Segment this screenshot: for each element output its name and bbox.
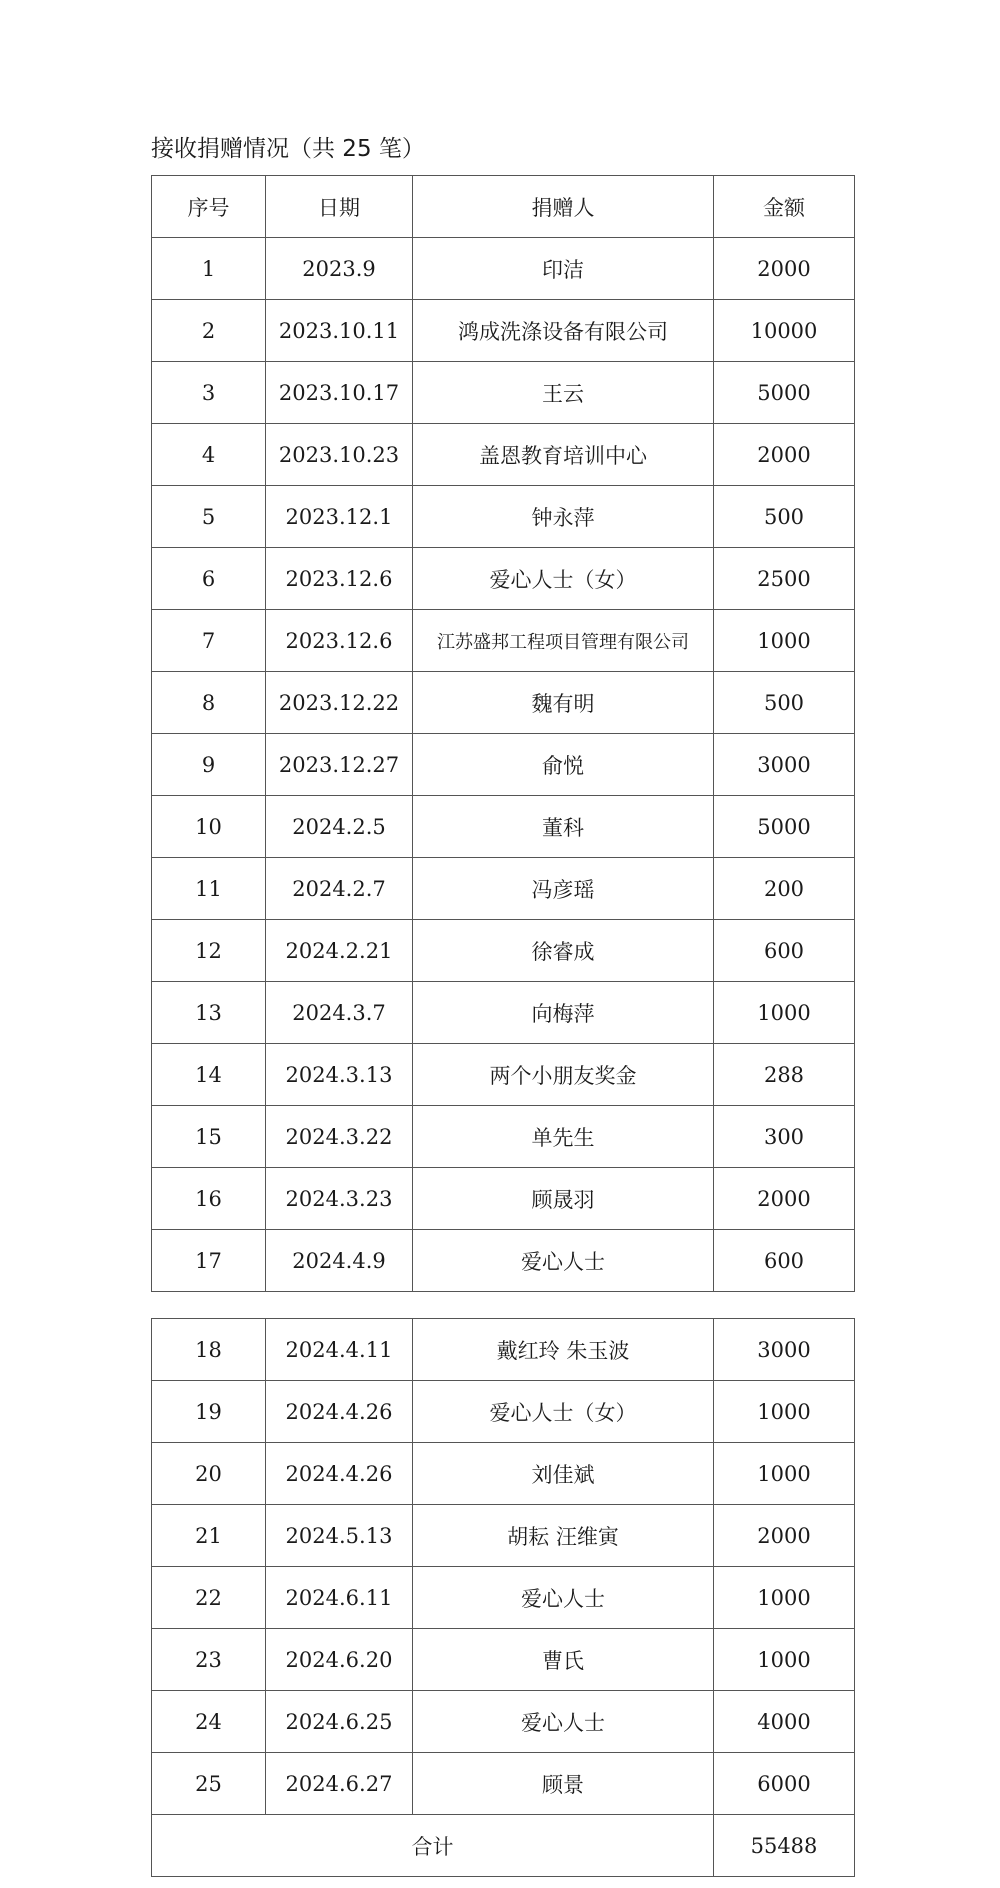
table-row — [152, 920, 855, 982]
row-donor: 顾景 — [413, 1753, 714, 1815]
row-amount: 2500 — [714, 548, 855, 610]
table-row — [152, 1629, 855, 1691]
row-donor: 王云 — [413, 362, 714, 424]
row-date: 2023.10.17 — [266, 362, 413, 424]
row-donor: 盖恩教育培训中心 — [413, 424, 714, 486]
row-date: 2024.2.5 — [266, 796, 413, 858]
table-row — [152, 1044, 855, 1106]
total-label: 合计 — [152, 1815, 714, 1877]
page-title: 接收捐赠情况（共 25 笔） — [151, 136, 425, 162]
table-row — [152, 362, 855, 424]
row-amount: 1000 — [714, 610, 855, 672]
row-date: 2024.3.13 — [266, 1044, 413, 1106]
row-date: 2024.5.13 — [266, 1505, 413, 1567]
row-number: 23 — [152, 1629, 266, 1691]
total-row — [152, 1815, 855, 1877]
row-date: 2023.12.6 — [266, 610, 413, 672]
row-donor: 胡耘 汪维寅 — [413, 1505, 714, 1567]
row-donor: 单先生 — [413, 1106, 714, 1168]
row-amount: 2000 — [714, 424, 855, 486]
row-date: 2024.6.25 — [266, 1691, 413, 1753]
header-date: 日期 — [266, 176, 413, 238]
row-date: 2024.3.7 — [266, 982, 413, 1044]
header-no: 序号 — [152, 176, 266, 238]
row-number: 14 — [152, 1044, 266, 1106]
row-donor: 两个小朋友奖金 — [413, 1044, 714, 1106]
row-number: 25 — [152, 1753, 266, 1815]
table-row — [152, 796, 855, 858]
table-row — [152, 982, 855, 1044]
row-amount: 2000 — [714, 238, 855, 300]
row-date: 2024.2.7 — [266, 858, 413, 920]
row-date: 2023.10.11 — [266, 300, 413, 362]
row-donor: 俞悦 — [413, 734, 714, 796]
table-row — [152, 610, 855, 672]
row-date: 2023.10.23 — [266, 424, 413, 486]
row-date: 2024.6.27 — [266, 1753, 413, 1815]
table-row — [152, 1691, 855, 1753]
table-row — [152, 1567, 855, 1629]
row-number: 1 — [152, 238, 266, 300]
row-amount: 1000 — [714, 1567, 855, 1629]
table-row — [152, 858, 855, 920]
row-date: 2024.6.20 — [266, 1629, 413, 1691]
row-number: 16 — [152, 1168, 266, 1230]
header-amount: 金额 — [714, 176, 855, 238]
row-donor: 向梅萍 — [413, 982, 714, 1044]
row-date: 2024.3.22 — [266, 1106, 413, 1168]
row-date: 2024.3.23 — [266, 1168, 413, 1230]
row-date: 2024.2.21 — [266, 920, 413, 982]
row-date: 2024.4.26 — [266, 1443, 413, 1505]
row-amount: 2000 — [714, 1505, 855, 1567]
table-row — [152, 300, 855, 362]
row-donor: 刘佳斌 — [413, 1443, 714, 1505]
row-amount: 4000 — [714, 1691, 855, 1753]
row-donor: 爱心人士（女） — [413, 548, 714, 610]
row-donor: 徐睿成 — [413, 920, 714, 982]
row-amount: 500 — [714, 486, 855, 548]
row-number: 17 — [152, 1230, 266, 1292]
row-date: 2023.12.27 — [266, 734, 413, 796]
row-number: 18 — [152, 1319, 266, 1381]
donation-table-part-2 — [151, 1318, 855, 1877]
header-donor: 捐赠人 — [413, 176, 714, 238]
donation-table-part-1 — [151, 175, 855, 1292]
row-amount: 1000 — [714, 982, 855, 1044]
table-row — [152, 1319, 855, 1381]
row-date: 2023.9 — [266, 238, 413, 300]
row-number: 13 — [152, 982, 266, 1044]
row-donor: 顾晟羽 — [413, 1168, 714, 1230]
table-row — [152, 1168, 855, 1230]
row-donor: 钟永萍 — [413, 486, 714, 548]
table-row — [152, 1443, 855, 1505]
row-amount: 5000 — [714, 362, 855, 424]
row-amount: 500 — [714, 672, 855, 734]
table-row — [152, 672, 855, 734]
row-number: 20 — [152, 1443, 266, 1505]
row-amount: 288 — [714, 1044, 855, 1106]
row-date: 2023.12.22 — [266, 672, 413, 734]
row-amount: 200 — [714, 858, 855, 920]
row-number: 2 — [152, 300, 266, 362]
row-amount: 1000 — [714, 1443, 855, 1505]
table-row — [152, 1505, 855, 1567]
row-number: 7 — [152, 610, 266, 672]
row-date: 2024.4.26 — [266, 1381, 413, 1443]
row-donor: 江苏盛邦工程项目管理有限公司 — [413, 610, 714, 672]
row-amount: 600 — [714, 920, 855, 982]
row-date: 2024.6.11 — [266, 1567, 413, 1629]
row-number: 4 — [152, 424, 266, 486]
row-amount: 5000 — [714, 796, 855, 858]
row-number: 21 — [152, 1505, 266, 1567]
row-donor: 董科 — [413, 796, 714, 858]
row-number: 19 — [152, 1381, 266, 1443]
table-row — [152, 1381, 855, 1443]
row-amount: 1000 — [714, 1381, 855, 1443]
row-number: 5 — [152, 486, 266, 548]
row-amount: 300 — [714, 1106, 855, 1168]
table-row — [152, 548, 855, 610]
table-row — [152, 734, 855, 796]
table-row — [152, 1106, 855, 1168]
row-donor: 爱心人士 — [413, 1567, 714, 1629]
row-donor: 鸿成洗涤设备有限公司 — [413, 300, 714, 362]
row-number: 3 — [152, 362, 266, 424]
row-donor: 魏有明 — [413, 672, 714, 734]
row-number: 15 — [152, 1106, 266, 1168]
row-number: 24 — [152, 1691, 266, 1753]
row-donor: 印洁 — [413, 238, 714, 300]
row-number: 8 — [152, 672, 266, 734]
row-number: 22 — [152, 1567, 266, 1629]
row-donor: 爱心人士（女） — [413, 1381, 714, 1443]
header-row — [152, 176, 855, 238]
row-amount: 2000 — [714, 1168, 855, 1230]
table-row — [152, 424, 855, 486]
row-donor: 爱心人士 — [413, 1230, 714, 1292]
row-date: 2023.12.1 — [266, 486, 413, 548]
table-row — [152, 238, 855, 300]
row-donor: 冯彦瑶 — [413, 858, 714, 920]
row-number: 11 — [152, 858, 266, 920]
table-row — [152, 1230, 855, 1292]
row-donor: 戴红玲 朱玉波 — [413, 1319, 714, 1381]
row-number: 10 — [152, 796, 266, 858]
row-amount: 10000 — [714, 300, 855, 362]
table-row — [152, 1753, 855, 1815]
row-amount: 3000 — [714, 1319, 855, 1381]
row-date: 2023.12.6 — [266, 548, 413, 610]
row-date: 2024.4.11 — [266, 1319, 413, 1381]
row-amount: 6000 — [714, 1753, 855, 1815]
row-date: 2024.4.9 — [266, 1230, 413, 1292]
row-amount: 3000 — [714, 734, 855, 796]
row-donor: 曹氏 — [413, 1629, 714, 1691]
row-number: 9 — [152, 734, 266, 796]
row-amount: 1000 — [714, 1629, 855, 1691]
row-donor: 爱心人士 — [413, 1691, 714, 1753]
row-number: 6 — [152, 548, 266, 610]
table-row — [152, 486, 855, 548]
row-number: 12 — [152, 920, 266, 982]
total-amount: 55488 — [714, 1815, 855, 1877]
row-amount: 600 — [714, 1230, 855, 1292]
